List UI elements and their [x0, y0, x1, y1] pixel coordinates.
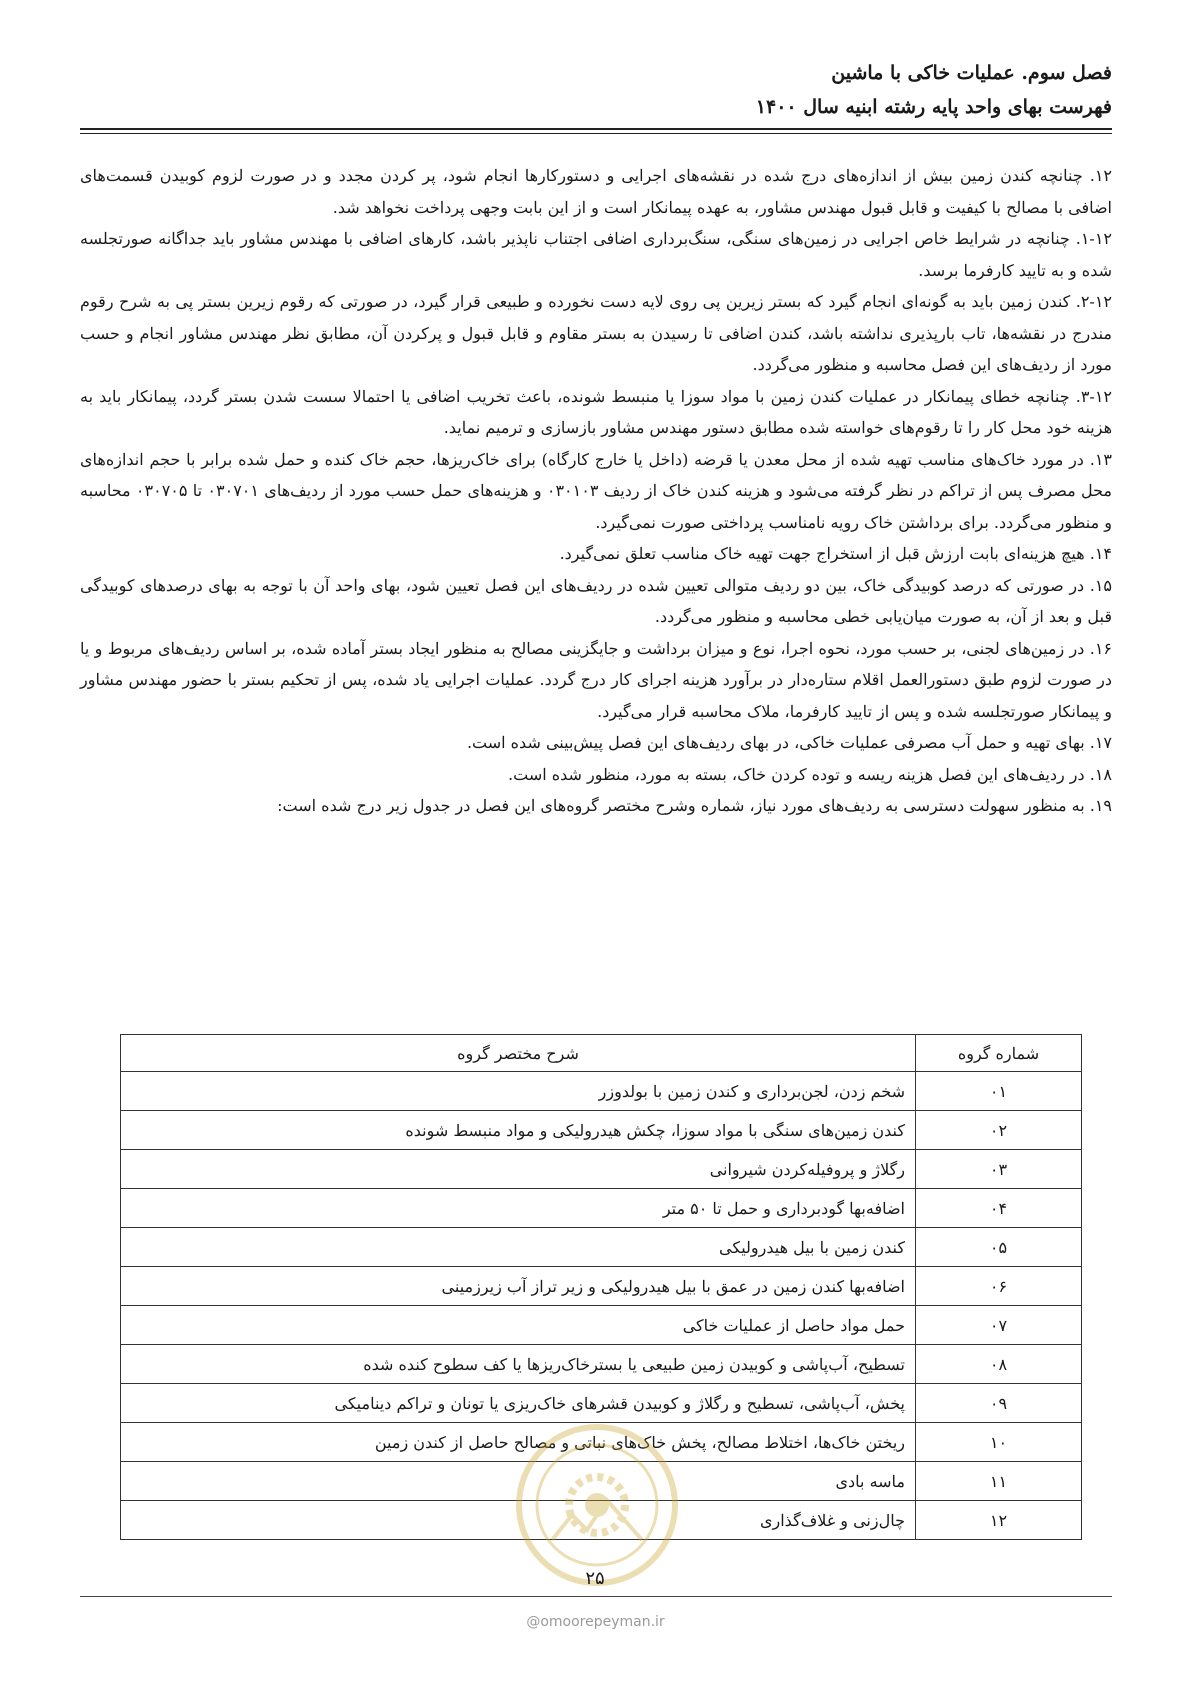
table-header-row: [121, 1035, 1082, 1072]
paragraph-19: ۱۹. به منظور سهولت دسترسی به ردیف‌های مورد نیاز، شماره وشرح مختصر گروه‌های این فصل در جدول زیر درج شده است:: [277, 796, 1112, 815]
group-number: ۰۴: [916, 1189, 1082, 1228]
watermark-url: @omoorepeyman.ir: [526, 1614, 665, 1630]
group-number: ۱۱: [916, 1462, 1082, 1501]
paragraph-12-3: ۳-۱۲. چنانچه خطای پیمانکار در عملیات کندن زمین با مواد سوزا یا منبسط شونده، باعث تخریب اضافی یا احتمالا سست شدن بستر گردد، پیمانکار باید به هزینه خود محل کار را تا رقوم‌های خواسته شده مطابق دستور مهندس مشاور بازسازی و ترمیم نماید.: [80, 386, 1112, 437]
table-row: [121, 1150, 1082, 1189]
watermark-seal-icon: [512, 1420, 682, 1590]
group-number: ۱۰: [916, 1423, 1082, 1462]
paragraph-13: ۱۳. در مورد خاک‌های مناسب تهیه شده از محل معدن یا قرضه (داخل یا خارج کارگاه) برای خاک‌ریزها، حجم خاک کنده و حمل شده برابر با حجم اندازه‌های محل مصرف پس از تراکم در نظر گرفته می‌شود و هزینه کندن خاک از ردیف ۰۳۰۱۰۳ و هزینه‌های حمل حسب مورد از ردیف‌های ۰۳۰۷۰۱ تا ۰۳۰۷۰۵ محاسبه و منظور می‌گردد. برای برداشتن خاک رویه نامناسب پرداختی صورت نمی‌گیرد.: [80, 449, 1113, 532]
group-description: پخش، آب‌پاشی، تسطیح و رگلاژ و کوبیدن قشرهای خاک‌ریزی یا تونان و تراکم دینامیکی: [121, 1384, 916, 1423]
group-number: ۰۵: [916, 1228, 1082, 1267]
table-row: [121, 1306, 1082, 1345]
header-group-number: شماره گروه: [916, 1035, 1082, 1072]
paragraph-18: ۱۸. در ردیف‌های این فصل هزینه ریسه و توده کردن خاک، بسته به مورد، منظور شده است.: [508, 764, 1112, 784]
group-description: ریختن خاک‌ها، اختلاط مصالح، پخش خاک‌های نباتی و مصالح حاصل از کندن زمین: [121, 1423, 916, 1462]
body-text: [80, 160, 1112, 822]
price-list-title: فهرست بهای واحد پایه رشته ابنیه سال ۱۴۰۰: [755, 96, 1112, 118]
table-row: [121, 1072, 1082, 1111]
group-number: ۰۶: [916, 1267, 1082, 1306]
paragraph-12-2: ۲-۱۲. کندن زمین باید به گونه‌ای انجام گیرد که بستر زیرین پی روی لایه دست نخورده و طبیعی قرار گیرد، در صورتی که رقوم زیرین بستر پی به شرح رقوم مندرج در نقشه‌ها، تاب بارپذیری نداشته باشد، کندن اضافی تا رسیدن به بستر مقاوم و قابل قبول و پرکردن آن، مطابق نظر مهندس مشاور انجام و حسب مورد از ردیف‌های این فصل محاسبه و منظور می‌گردد.: [80, 292, 1112, 374]
group-description: چال‌زنی و غلاف‌گذاری: [121, 1501, 916, 1540]
chapter-title: فصل سوم. عملیات خاکی با ماشین: [831, 62, 1112, 84]
paragraph-17: ۱۷. بهای تهیه و حمل آب مصرفی عملیات خاکی، در بهای ردیف‌های این فصل پیش‌بینی شده است.: [466, 733, 1112, 752]
table-row: [121, 1189, 1082, 1228]
group-number: ۰۱: [916, 1072, 1082, 1111]
group-description: اضافه‌بها گودبرداری و حمل تا ۵۰ متر: [121, 1189, 916, 1228]
group-number: ۰۲: [916, 1111, 1082, 1150]
paragraph-15: ۱۵. در صورتی که درصد کوبیدگی خاک، بین دو ردیف متوالی تعیین شده در ردیف‌های این فصل تعیین شود، بهای واحد آن با توجه به بهای درصدهای کوبیدگی قبل و بعد از آن، به صورت میان‌یابی خطی محاسبه و منظور می‌گردد.: [80, 575, 1113, 626]
paragraph-14: ۱۴. هیچ هزینه‌ای بابت ارزش قبل از استخراج جهت تهیه خاک مناسب تعلق نمی‌گیرد.: [559, 544, 1112, 563]
header-rule: [80, 128, 1112, 130]
table-row: [121, 1384, 1082, 1423]
footer-rule: [80, 1596, 1112, 1597]
group-number: ۱۲: [916, 1501, 1082, 1540]
group-number: ۰۸: [916, 1345, 1082, 1384]
group-description: اضافه‌بها کندن زمین در عمق با بیل هیدرولیکی و زیر تراز آب زیرزمینی: [121, 1267, 916, 1306]
page-number: ۲۵: [585, 1568, 605, 1589]
group-description: رگلاژ و پروفیله‌کردن شیروانی: [121, 1150, 916, 1189]
group-number: ۰۹: [916, 1384, 1082, 1423]
group-description: کندن زمین‌های سنگی با مواد سوزا، چکش هیدرولیکی و مواد منبسط شونده: [121, 1111, 916, 1150]
page-header: [0, 56, 1112, 124]
paragraph-16: ۱۶. در زمین‌های لجنی، بر حسب مورد، نحوه اجرا، نوع و میزان برداشت و جایگزینی مصالح به منظور ایجاد بستر آماده شده، بر اساس ردیف‌های مربوط و یا در صورت لزوم طبق دستورالعمل اقلام ستاره‌دار در برآورد هزینه اجرای کار درج گردد. عملیات اجرایی یاد شده، پس از تحکیم بستر با حضور مهندس مشاور و پیمانکار صورتجلسه شده و پس از تایید کارفرما، ملاک محاسبه قرار می‌گیرد.: [80, 638, 1113, 721]
header-group-description: شرح مختصر گروه: [121, 1035, 916, 1072]
table-row: [121, 1345, 1082, 1384]
group-description: تسطیح، آب‌پاشی و کوبیدن زمین طبیعی یا بسترخاک‌ریزها یا کف سطوح کنده شده: [121, 1345, 916, 1384]
group-number: ۰۷: [916, 1306, 1082, 1345]
header-rule-thin: [80, 133, 1112, 134]
table-row: [121, 1267, 1082, 1306]
paragraph-12-1: ۱-۱۲. چنانچه در شرایط خاص اجرایی در زمین‌های سنگی، سنگ‌برداری اضافی اجتناب ناپذیر باشد، کارهای اضافی با مهندس مشاور باید جداگانه صورتجلسه شده و به تایید کارفرما برسد.: [80, 229, 1112, 280]
group-description: حمل مواد حاصل از عملیات خاکی: [121, 1306, 916, 1345]
group-description: کندن زمین با بیل هیدرولیکی: [121, 1228, 916, 1267]
table-row: [121, 1228, 1082, 1267]
group-description: ماسه بادی: [121, 1462, 916, 1501]
table-row: [121, 1111, 1082, 1150]
group-number: ۰۳: [916, 1150, 1082, 1189]
group-description: شخم زدن، لجن‌برداری و کندن زمین با بولدوزر: [121, 1072, 916, 1111]
paragraph-12: ۱۲. چنانچه کندن زمین بیش از اندازه‌های درج شده در نقشه‌های اجرایی و دستورکارها انجام شود، پر کردن مجدد و در صورت لزوم کوبیدن قسمت‌های اضافی با مصالح با کیفیت و قابل قبول مهندس مشاور، به عهده پیمانکار است و از این بابت وجهی پرداخت نخواهد شد.: [80, 166, 1112, 217]
